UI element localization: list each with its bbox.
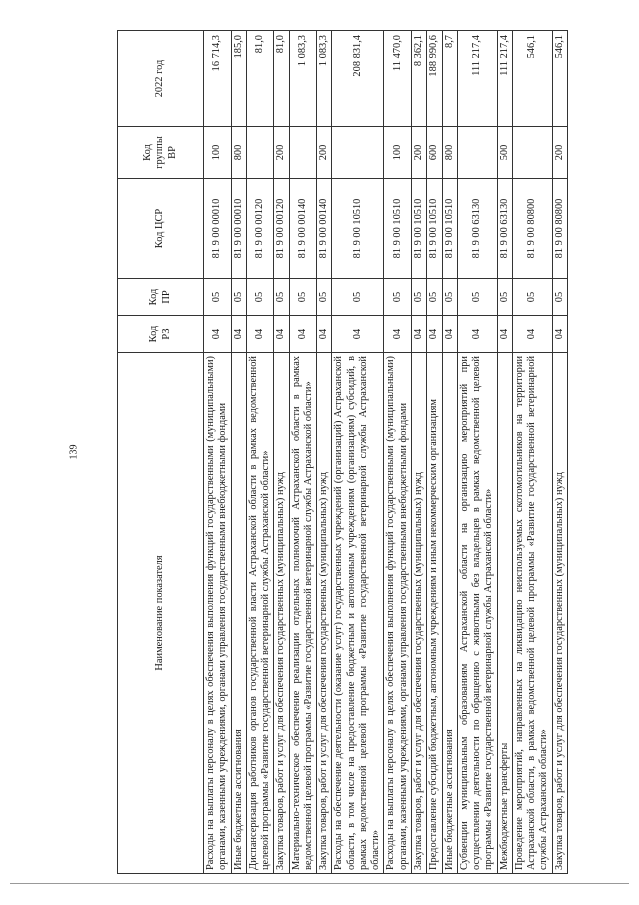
cell-csr: 81 9 00 63130 xyxy=(497,179,512,279)
cell-csr: 81 9 00 80800 xyxy=(552,179,567,279)
table-row xyxy=(512,31,552,874)
cell-pr: 05 xyxy=(274,279,289,316)
table-row xyxy=(384,31,412,874)
cell-pr: 05 xyxy=(204,279,232,316)
cell-csr: 81 9 00 10510 xyxy=(384,179,412,279)
cell-pr: 05 xyxy=(231,279,246,316)
cell-pr: 05 xyxy=(457,279,497,316)
cell-pr: 05 xyxy=(289,279,317,316)
cell-rz: 04 xyxy=(332,316,384,353)
cell-vr: 200 xyxy=(552,127,567,179)
cell-csr: 81 9 00 10510 xyxy=(442,179,457,279)
table-row xyxy=(457,31,497,874)
cell-value: 8 362,1 xyxy=(411,31,426,127)
table-header-row xyxy=(118,31,204,874)
table-row xyxy=(332,31,384,874)
table-row xyxy=(497,31,512,874)
cell-rz: 04 xyxy=(427,316,442,353)
header-year: 2022 год xyxy=(118,31,204,127)
cell-value: 188 990,6 xyxy=(427,31,442,127)
cell-csr: 81 9 00 63130 xyxy=(457,179,497,279)
cell-rz: 04 xyxy=(512,316,552,353)
table-row xyxy=(274,31,289,874)
table-row xyxy=(317,31,332,874)
table-row xyxy=(427,31,442,874)
cell-value: 1 083,3 xyxy=(289,31,317,127)
table-row xyxy=(204,31,232,874)
cell-rz: 04 xyxy=(384,316,412,353)
cell-vr: 200 xyxy=(411,127,426,179)
cell-name: Субвенции муниципальным образованиям Астраханской области на организацию мероприятий при осуществлении деятельности по обращению с животными без владельцев в рамках ведомственной целевой программы «Развитие государственной ветеринарной службы Астраханской области» xyxy=(457,353,497,874)
cell-rz: 04 xyxy=(497,316,512,353)
cell-csr: 81 9 00 10510 xyxy=(411,179,426,279)
cell-vr: 200 xyxy=(317,127,332,179)
cell-value: 81,0 xyxy=(274,31,289,127)
cell-name: Закупка товаров, работ и услуг для обеспечения государственных (муниципальных) нужд xyxy=(552,353,567,874)
cell-rz: 04 xyxy=(317,316,332,353)
header-pr: Код ПР xyxy=(118,279,204,316)
page-number: 139 xyxy=(68,444,80,460)
cell-value: 546,1 xyxy=(512,31,552,127)
cell-pr: 05 xyxy=(246,279,274,316)
cell-rz: 04 xyxy=(552,316,567,353)
cell-rz: 04 xyxy=(274,316,289,353)
cell-value: 1 083,3 xyxy=(317,31,332,127)
cell-rz: 04 xyxy=(289,316,317,353)
cell-rz: 04 xyxy=(411,316,426,353)
cell-vr xyxy=(512,127,552,179)
cell-csr: 81 9 00 00120 xyxy=(246,179,274,279)
cell-vr: 800 xyxy=(231,127,246,179)
cell-vr: 800 xyxy=(442,127,457,179)
cell-name: Предоставление субсидий бюджетным, автономным учреждениям и иным некоммерческим организациям xyxy=(427,353,442,874)
cell-name: Иные бюджетные ассигнования xyxy=(231,353,246,874)
cell-name: Диспансеризация работников органов государственной власти Астраханской области в рамках ведомственной целевой программы «Развитие государственной ветеринарной службы Астраханской области» xyxy=(246,353,274,874)
cell-pr: 05 xyxy=(384,279,412,316)
table-row xyxy=(246,31,274,874)
cell-rz: 04 xyxy=(246,316,274,353)
cell-value: 185,0 xyxy=(231,31,246,127)
table-row xyxy=(289,31,317,874)
header-csr: Код ЦСР xyxy=(118,179,204,279)
table-row xyxy=(442,31,457,874)
cell-csr: 81 9 00 80800 xyxy=(512,179,552,279)
cell-vr xyxy=(246,127,274,179)
cell-rz: 04 xyxy=(457,316,497,353)
cell-value: 111 217,4 xyxy=(497,31,512,127)
cell-name: Закупка товаров, работ и услуг для обеспечения государственных (муниципальных) нужд xyxy=(317,353,332,874)
cell-csr: 81 9 00 00140 xyxy=(289,179,317,279)
cell-pr: 05 xyxy=(427,279,442,316)
cell-name: Расходы на выплаты персоналу в целях обеспечения выполнения функций государственными (муниципальными) органами, казенными учреждениями, органами управления государственными внебюджетными фондами xyxy=(384,353,412,874)
table-row xyxy=(552,31,567,874)
cell-value: 111 217,4 xyxy=(457,31,497,127)
cell-name: Материально-техническое обеспечение реализации отдельных полномочий Астраханской области в рамках ведомственной целевой программы «Развитие государственной ветеринарной службы Астраханской области» xyxy=(289,353,317,874)
cell-pr: 05 xyxy=(512,279,552,316)
cell-value: 546,1 xyxy=(552,31,567,127)
table-row xyxy=(411,31,426,874)
cell-rz: 04 xyxy=(442,316,457,353)
header-name: Наименование показателя xyxy=(118,353,204,874)
cell-vr xyxy=(457,127,497,179)
cell-value: 208 831,4 xyxy=(332,31,384,127)
cell-pr: 05 xyxy=(442,279,457,316)
cell-name: Проведение мероприятий, направленных на ликвидацию неиспользуемых скотомогильников на территории Астраханской области, в рамках ведомственной целевой программы «Развитие государственной ветеринарной службы Астраханской области» xyxy=(512,353,552,874)
cell-csr: 81 9 00 00010 xyxy=(231,179,246,279)
cell-csr: 81 9 00 00140 xyxy=(317,179,332,279)
cell-pr: 05 xyxy=(552,279,567,316)
cell-vr: 100 xyxy=(204,127,232,179)
cell-rz: 04 xyxy=(231,316,246,353)
cell-pr: 05 xyxy=(411,279,426,316)
cell-pr: 05 xyxy=(497,279,512,316)
cell-csr: 81 9 00 00120 xyxy=(274,179,289,279)
cell-vr: 600 xyxy=(427,127,442,179)
cell-pr: 05 xyxy=(317,279,332,316)
table-body xyxy=(204,31,568,874)
cell-value: 16 714,3 xyxy=(204,31,232,127)
cell-name: Закупка товаров, работ и услуг для обеспечения государственных (муниципальных) нужд xyxy=(274,353,289,874)
cell-name: Иные бюджетные ассигнования xyxy=(442,353,457,874)
cell-name: Межбюджетные трансферты xyxy=(497,353,512,874)
table-row xyxy=(231,31,246,874)
cell-value: 81,0 xyxy=(246,31,274,127)
bottom-rule xyxy=(10,883,629,884)
header-rz: Код РЗ xyxy=(118,316,204,353)
header-vr: Код группы ВР xyxy=(118,127,204,179)
cell-vr xyxy=(289,127,317,179)
cell-rz: 04 xyxy=(204,316,232,353)
cell-csr: 81 9 00 00010 xyxy=(204,179,232,279)
cell-csr: 81 9 00 10510 xyxy=(332,179,384,279)
cell-name: Расходы на обеспечение деятельности (оказание услуг) государственных учреждений (организаций) Астраханской области, в том числе на предоставление бюджетным и автономным учреждениям (организациям) субсидий, в рамках ведомственной целевой программы «Развитие государственной ветеринарной службы Астраханской области» xyxy=(332,353,384,874)
cell-vr: 500 xyxy=(497,127,512,179)
cell-name: Расходы на выплаты персоналу в целях обеспечения выполнения функций государственными (муниципальными) органами, казенными учреждениями, органами управления государственными внебюджетными фондами xyxy=(204,353,232,874)
cell-vr: 100 xyxy=(384,127,412,179)
cell-pr: 05 xyxy=(332,279,384,316)
rotated-page-content xyxy=(117,31,604,874)
cell-vr xyxy=(332,127,384,179)
cell-value: 11 470,0 xyxy=(384,31,412,127)
cell-csr: 81 9 00 10510 xyxy=(427,179,442,279)
budget-table xyxy=(117,30,568,874)
cell-value: 8,7 xyxy=(442,31,457,127)
cell-vr: 200 xyxy=(274,127,289,179)
cell-name: Закупка товаров, работ и услуг для обеспечения государственных (муниципальных) нужд xyxy=(411,353,426,874)
